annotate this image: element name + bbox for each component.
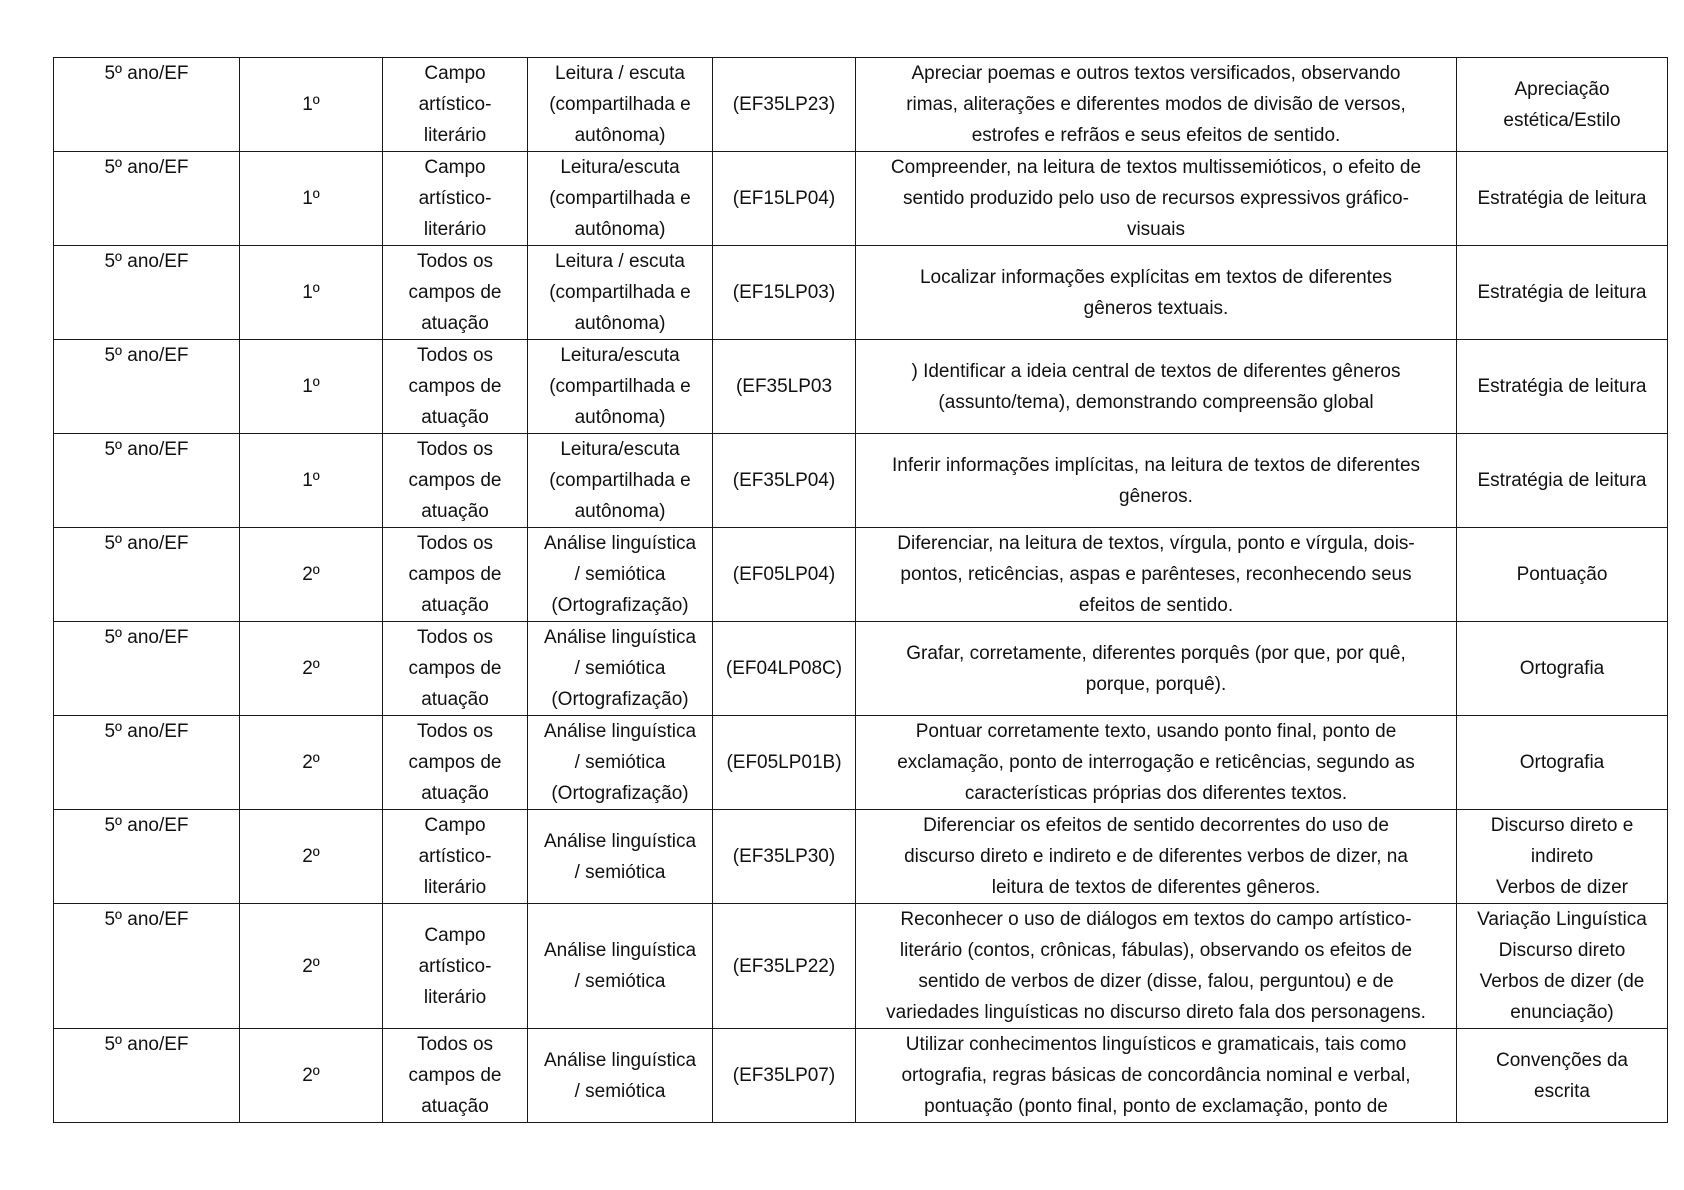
field-of-action-cell: Todos os campos de atuação xyxy=(383,434,528,528)
skill-code-cell: (EF35LP03 xyxy=(713,340,856,434)
year-cell: 5º ano/EF xyxy=(54,340,240,434)
field-of-action-cell: Todos os campos de atuação xyxy=(383,622,528,716)
knowledge-object-cell: Convenções da escrita xyxy=(1457,1029,1668,1123)
knowledge-object-cell: Discurso direto e indireto Verbos de dizer xyxy=(1457,810,1668,904)
knowledge-object-cell: Ortografia xyxy=(1457,716,1668,810)
language-practice-cell: Leitura / escuta (compartilhada e autônoma) xyxy=(528,58,713,152)
field-of-action-cell: Todos os campos de atuação xyxy=(383,716,528,810)
curriculum-table-sheet xyxy=(53,57,1667,1123)
table-row xyxy=(54,434,1668,528)
skill-description-cell: Inferir informações implícitas, na leitura de textos de diferentes gêneros. xyxy=(856,434,1457,528)
bimester-cell: 1º xyxy=(240,434,383,528)
skill-code-cell: (EF35LP23) xyxy=(713,58,856,152)
knowledge-object-cell: Estratégia de leitura xyxy=(1457,246,1668,340)
knowledge-object-cell: Apreciação estética/Estilo xyxy=(1457,58,1668,152)
table-row xyxy=(54,528,1668,622)
knowledge-object-cell: Ortografia xyxy=(1457,622,1668,716)
language-practice-cell: Leitura/escuta (compartilhada e autônoma) xyxy=(528,152,713,246)
skill-description-cell: Grafar, corretamente, diferentes porquês (por que, por quê, porque, porquê). xyxy=(856,622,1457,716)
language-practice-cell: Análise linguística / semiótica xyxy=(528,1029,713,1123)
skill-description-cell: Utilizar conhecimentos linguísticos e gramaticais, tais como ortografia, regras básicas de concordância nominal e verbal, pontuação (ponto final, ponto de exclamação, ponto de xyxy=(856,1029,1457,1123)
skill-code-cell: (EF35LP30) xyxy=(713,810,856,904)
language-practice-cell: Leitura/escuta (compartilhada e autônoma) xyxy=(528,340,713,434)
year-cell: 5º ano/EF xyxy=(54,1029,240,1123)
skill-code-cell: (EF15LP04) xyxy=(713,152,856,246)
table-row xyxy=(54,152,1668,246)
skill-description-cell: Compreender, na leitura de textos multissemióticos, o efeito de sentido produzido pelo uso de recursos expressivos gráfico- visuais xyxy=(856,152,1457,246)
field-of-action-cell: Campo artístico- literário xyxy=(383,58,528,152)
skill-description-cell: ) Identificar a ideia central de textos de diferentes gêneros (assunto/tema), demonstrando compreensão global xyxy=(856,340,1457,434)
language-practice-cell: Análise linguística / semiótica xyxy=(528,810,713,904)
bimester-cell: 2º xyxy=(240,1029,383,1123)
table-row xyxy=(54,904,1668,1029)
bimester-cell: 1º xyxy=(240,58,383,152)
table-row xyxy=(54,622,1668,716)
skill-code-cell: (EF05LP04) xyxy=(713,528,856,622)
skill-code-cell: (EF05LP01B) xyxy=(713,716,856,810)
curriculum-table xyxy=(53,57,1668,1123)
year-cell: 5º ano/EF xyxy=(54,528,240,622)
field-of-action-cell: Todos os campos de atuação xyxy=(383,246,528,340)
bimester-cell: 1º xyxy=(240,152,383,246)
knowledge-object-cell: Variação Linguística Discurso direto Verbos de dizer (de enunciação) xyxy=(1457,904,1668,1029)
skill-description-cell: Diferenciar os efeitos de sentido decorrentes do uso de discurso direto e indireto e de diferentes verbos de dizer, na leitura de textos de diferentes gêneros. xyxy=(856,810,1457,904)
field-of-action-cell: Todos os campos de atuação xyxy=(383,528,528,622)
year-cell: 5º ano/EF xyxy=(54,58,240,152)
table-row xyxy=(54,340,1668,434)
bimester-cell: 2º xyxy=(240,622,383,716)
knowledge-object-cell: Estratégia de leitura xyxy=(1457,434,1668,528)
year-cell: 5º ano/EF xyxy=(54,622,240,716)
table-row xyxy=(54,246,1668,340)
skill-code-cell: (EF35LP07) xyxy=(713,1029,856,1123)
year-cell: 5º ano/EF xyxy=(54,434,240,528)
field-of-action-cell: Campo artístico- literário xyxy=(383,904,528,1029)
language-practice-cell: Leitura/escuta (compartilhada e autônoma) xyxy=(528,434,713,528)
bimester-cell: 2º xyxy=(240,528,383,622)
year-cell: 5º ano/EF xyxy=(54,904,240,1029)
field-of-action-cell: Todos os campos de atuação xyxy=(383,340,528,434)
language-practice-cell: Análise linguística / semiótica (Ortografização) xyxy=(528,716,713,810)
field-of-action-cell: Campo artístico- literário xyxy=(383,810,528,904)
skill-code-cell: (EF35LP22) xyxy=(713,904,856,1029)
table-row xyxy=(54,716,1668,810)
year-cell: 5º ano/EF xyxy=(54,152,240,246)
field-of-action-cell: Todos os campos de atuação xyxy=(383,1029,528,1123)
skill-description-cell: Reconhecer o uso de diálogos em textos do campo artístico- literário (contos, crônicas, fábulas), observando os efeitos de sentido de verbos de dizer (disse, falou, perguntou) e de variedades linguísticas no discurso direto fala dos personagens. xyxy=(856,904,1457,1029)
language-practice-cell: Análise linguística / semiótica xyxy=(528,904,713,1029)
knowledge-object-cell: Estratégia de leitura xyxy=(1457,152,1668,246)
language-practice-cell: Análise linguística / semiótica (Ortografização) xyxy=(528,528,713,622)
knowledge-object-cell: Pontuação xyxy=(1457,528,1668,622)
bimester-cell: 1º xyxy=(240,246,383,340)
skill-description-cell: Localizar informações explícitas em textos de diferentes gêneros textuais. xyxy=(856,246,1457,340)
skill-description-cell: Diferenciar, na leitura de textos, vírgula, ponto e vírgula, dois- pontos, reticências, aspas e parênteses, reconhecendo seus efeitos de sentido. xyxy=(856,528,1457,622)
bimester-cell: 2º xyxy=(240,904,383,1029)
bimester-cell: 1º xyxy=(240,340,383,434)
skill-code-cell: (EF15LP03) xyxy=(713,246,856,340)
year-cell: 5º ano/EF xyxy=(54,716,240,810)
curriculum-table-body xyxy=(54,58,1668,1123)
table-row xyxy=(54,58,1668,152)
table-row xyxy=(54,1029,1668,1123)
year-cell: 5º ano/EF xyxy=(54,246,240,340)
bimester-cell: 2º xyxy=(240,716,383,810)
skill-code-cell: (EF35LP04) xyxy=(713,434,856,528)
skill-description-cell: Pontuar corretamente texto, usando ponto final, ponto de exclamação, ponto de interrogação e reticências, segundo as características próprias dos diferentes textos. xyxy=(856,716,1457,810)
bimester-cell: 2º xyxy=(240,810,383,904)
skill-code-cell: (EF04LP08C) xyxy=(713,622,856,716)
skill-description-cell: Apreciar poemas e outros textos versificados, observando rimas, aliterações e diferentes modos de divisão de versos, estrofes e refrãos e seus efeitos de sentido. xyxy=(856,58,1457,152)
year-cell: 5º ano/EF xyxy=(54,810,240,904)
table-row xyxy=(54,810,1668,904)
field-of-action-cell: Campo artístico- literário xyxy=(383,152,528,246)
knowledge-object-cell: Estratégia de leitura xyxy=(1457,340,1668,434)
language-practice-cell: Leitura / escuta (compartilhada e autônoma) xyxy=(528,246,713,340)
language-practice-cell: Análise linguística / semiótica (Ortografização) xyxy=(528,622,713,716)
